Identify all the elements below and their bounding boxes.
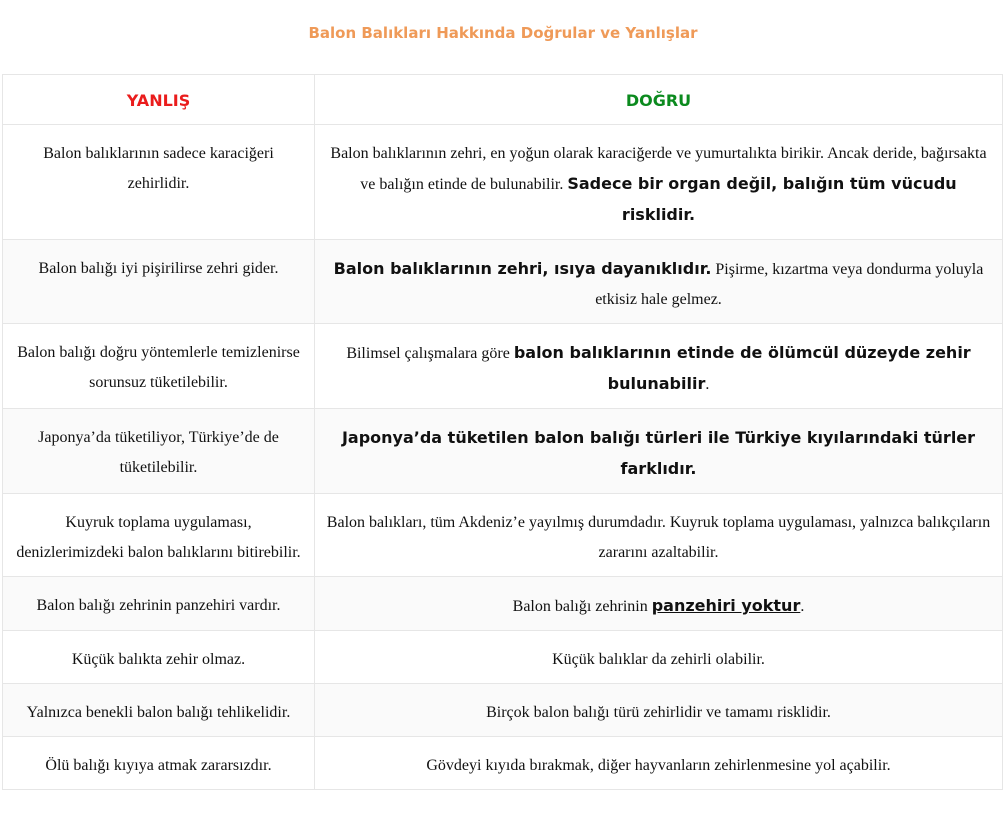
table-row — [3, 240, 1003, 324]
wrong-claim-cell: Yalnızca benekli balon balığı tehlikelidir. — [3, 684, 315, 737]
correct-fact-cell — [315, 240, 1003, 324]
wrong-claim-cell: Ölü balığı kıyıya atmak zararsızdır. — [3, 737, 315, 790]
header-right: DOĞRU — [315, 75, 1003, 125]
page-title: Balon Balıkları Hakkında Doğrular ve Yanlışlar — [308, 24, 698, 42]
emphasized-text: Japonya’da tüketilen balon balığı türleri ile Türkiye kıyılarındaki türler farklıdır. — [341, 428, 976, 478]
correct-fact-cell — [315, 494, 1003, 577]
emphasized-text: Sadece bir organ değil, balığın tüm vücudu risklidir. — [567, 174, 957, 224]
fact-text: Pişirme, kızartma veya dondurma yoluyla etkisiz hale gelmez. — [595, 261, 984, 308]
table-row — [3, 409, 1003, 494]
wrong-claim-cell: Balon balığı zehrinin panzehiri vardır. — [3, 577, 315, 631]
header-row — [3, 75, 1003, 125]
wrong-claim-cell: Küçük balıkta zehir olmaz. — [3, 631, 315, 684]
emphasized-text: balon balıklarının etinde de ölümcül düzeyde zehir bulunabilir — [513, 343, 971, 393]
fact-text: Gövdeyi kıyıda bırakmak, diğer hayvanların zehirlenmesine yol açabilir. — [426, 757, 891, 774]
wrong-claim-cell: Kuyruk toplama uygulaması, denizlerimizdeki balon balıklarını bitirebilir. — [3, 494, 315, 577]
correct-fact-cell — [315, 631, 1003, 684]
fact-text: Balon balıkları, tüm Akdeniz’e yayılmış durumdadır. Kuyruk toplama uygulaması, yalnızca balıkçıların zararını azaltabilir. — [326, 514, 991, 561]
table-body — [3, 125, 1003, 790]
table-row — [3, 577, 1003, 631]
wrong-claim-cell: Balon balıklarının sadece karaciğeri zehirlidir. — [3, 125, 315, 240]
fact-text: Balon balıklarının zehri, en yoğun olarak karaciğerde ve yumurtalıkta birikir. Ancak deride, bağırsakta ve balığın etinde de bulunabilir. — [330, 145, 987, 193]
table-row — [3, 494, 1003, 577]
fact-text: Birçok balon balığı türü zehirlidir ve tamamı risklidir. — [486, 704, 831, 721]
correct-fact-cell — [315, 324, 1003, 409]
correct-fact-cell — [315, 737, 1003, 790]
wrong-claim-cell: Japonya’da tüketiliyor, Türkiye’de de tüketilebilir. — [3, 409, 315, 494]
table-row — [3, 631, 1003, 684]
correct-fact-cell — [315, 684, 1003, 737]
table-row — [3, 324, 1003, 409]
header-wrong: YANLIŞ — [3, 75, 315, 125]
correct-fact-cell — [315, 577, 1003, 631]
facts-table — [2, 74, 1003, 790]
fact-text: . — [705, 376, 710, 393]
correct-fact-cell — [315, 409, 1003, 494]
fact-text: Bilimsel çalışmalara göre — [346, 345, 514, 362]
fact-text: . — [800, 598, 805, 615]
fact-text: Balon balığı zehrinin — [512, 598, 652, 615]
fact-text: Küçük balıklar da zehirli olabilir. — [552, 651, 765, 668]
antidote-link[interactable]: panzehiri yoktur — [651, 596, 801, 615]
emphasized-text: Balon balıklarının zehri, ısıya dayanıklıdır. — [333, 259, 712, 278]
table-header — [3, 75, 1003, 125]
table-row — [3, 125, 1003, 240]
wrong-claim-cell: Balon balığı doğru yöntemlerle temizlenirse sorunsuz tüketilebilir. — [3, 324, 315, 409]
wrong-claim-cell: Balon balığı iyi pişirilirse zehri gider. — [3, 240, 315, 324]
table-row — [3, 737, 1003, 790]
table-row — [3, 684, 1003, 737]
correct-fact-cell — [315, 125, 1003, 240]
